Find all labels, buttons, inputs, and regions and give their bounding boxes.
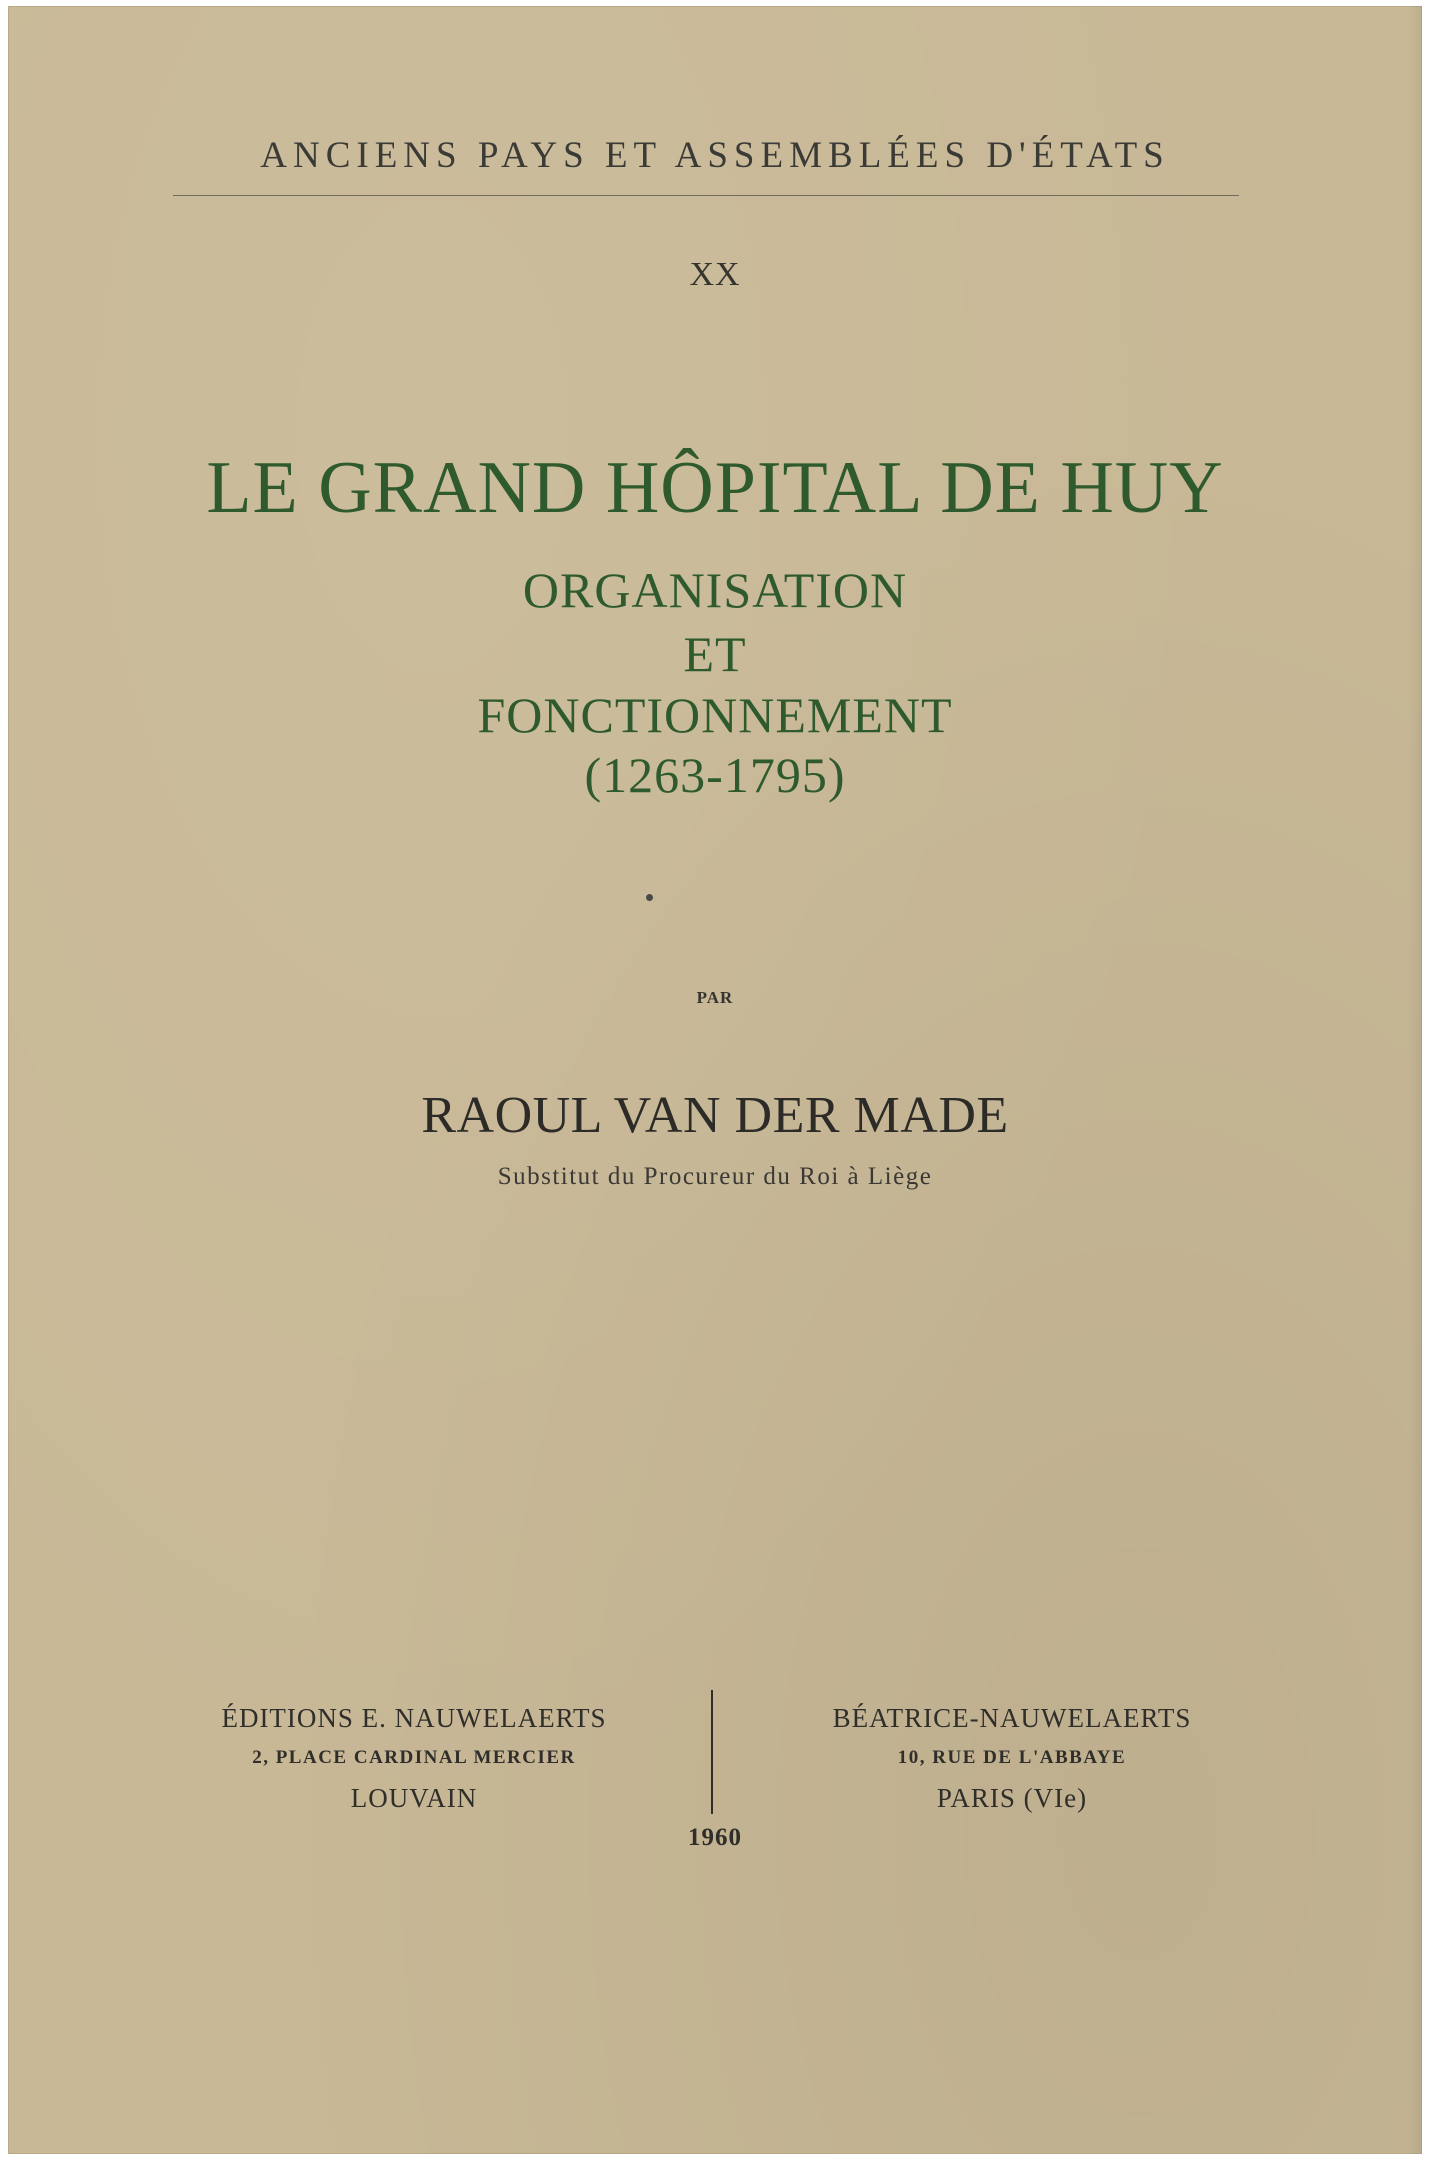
publication-year: 1960 [688, 1824, 742, 1851]
subtitle-dates: (1263-1795) [584, 747, 846, 803]
publisher-left-name: ÉDITIONS E. NAUWELAERTS [221, 1703, 607, 1733]
series-title: ANCIENS PAYS ET ASSEMBLÉES D'ÉTATS [260, 135, 1170, 176]
publisher-right-city: PARIS (VIe) [936, 1783, 1088, 1813]
ornament-dot [646, 894, 653, 901]
series-rule-divider [173, 195, 1239, 196]
publisher-divider [711, 1690, 713, 1814]
publisher-right-address: 10, RUE DE L'ABBAYE [897, 1747, 1127, 1768]
publisher-left [134, 1698, 694, 1818]
author-name: RAOUL VAN DER MADE [421, 1087, 1009, 1144]
publisher-right [732, 1698, 1292, 1818]
publisher-left-address: 2, PLACE CARDINAL MERCIER [252, 1747, 576, 1768]
book-title: LE GRAND HÔPITAL DE HUY [206, 447, 1224, 529]
subtitle-line: FONCTIONNEMENT [477, 687, 953, 743]
volume-number: XX [689, 256, 741, 293]
publisher-right-name: BÉATRICE-NAUWELAERTS [832, 1703, 1192, 1733]
publisher-left-city: LOUVAIN [350, 1783, 478, 1813]
book-cover [8, 6, 1422, 2154]
by-label: PAR [696, 988, 734, 1007]
subtitle-line: ET [683, 626, 747, 682]
subtitle-line: ORGANISATION [522, 562, 908, 618]
author-role: Substitut du Procureur du Roi à Liège [497, 1163, 933, 1190]
